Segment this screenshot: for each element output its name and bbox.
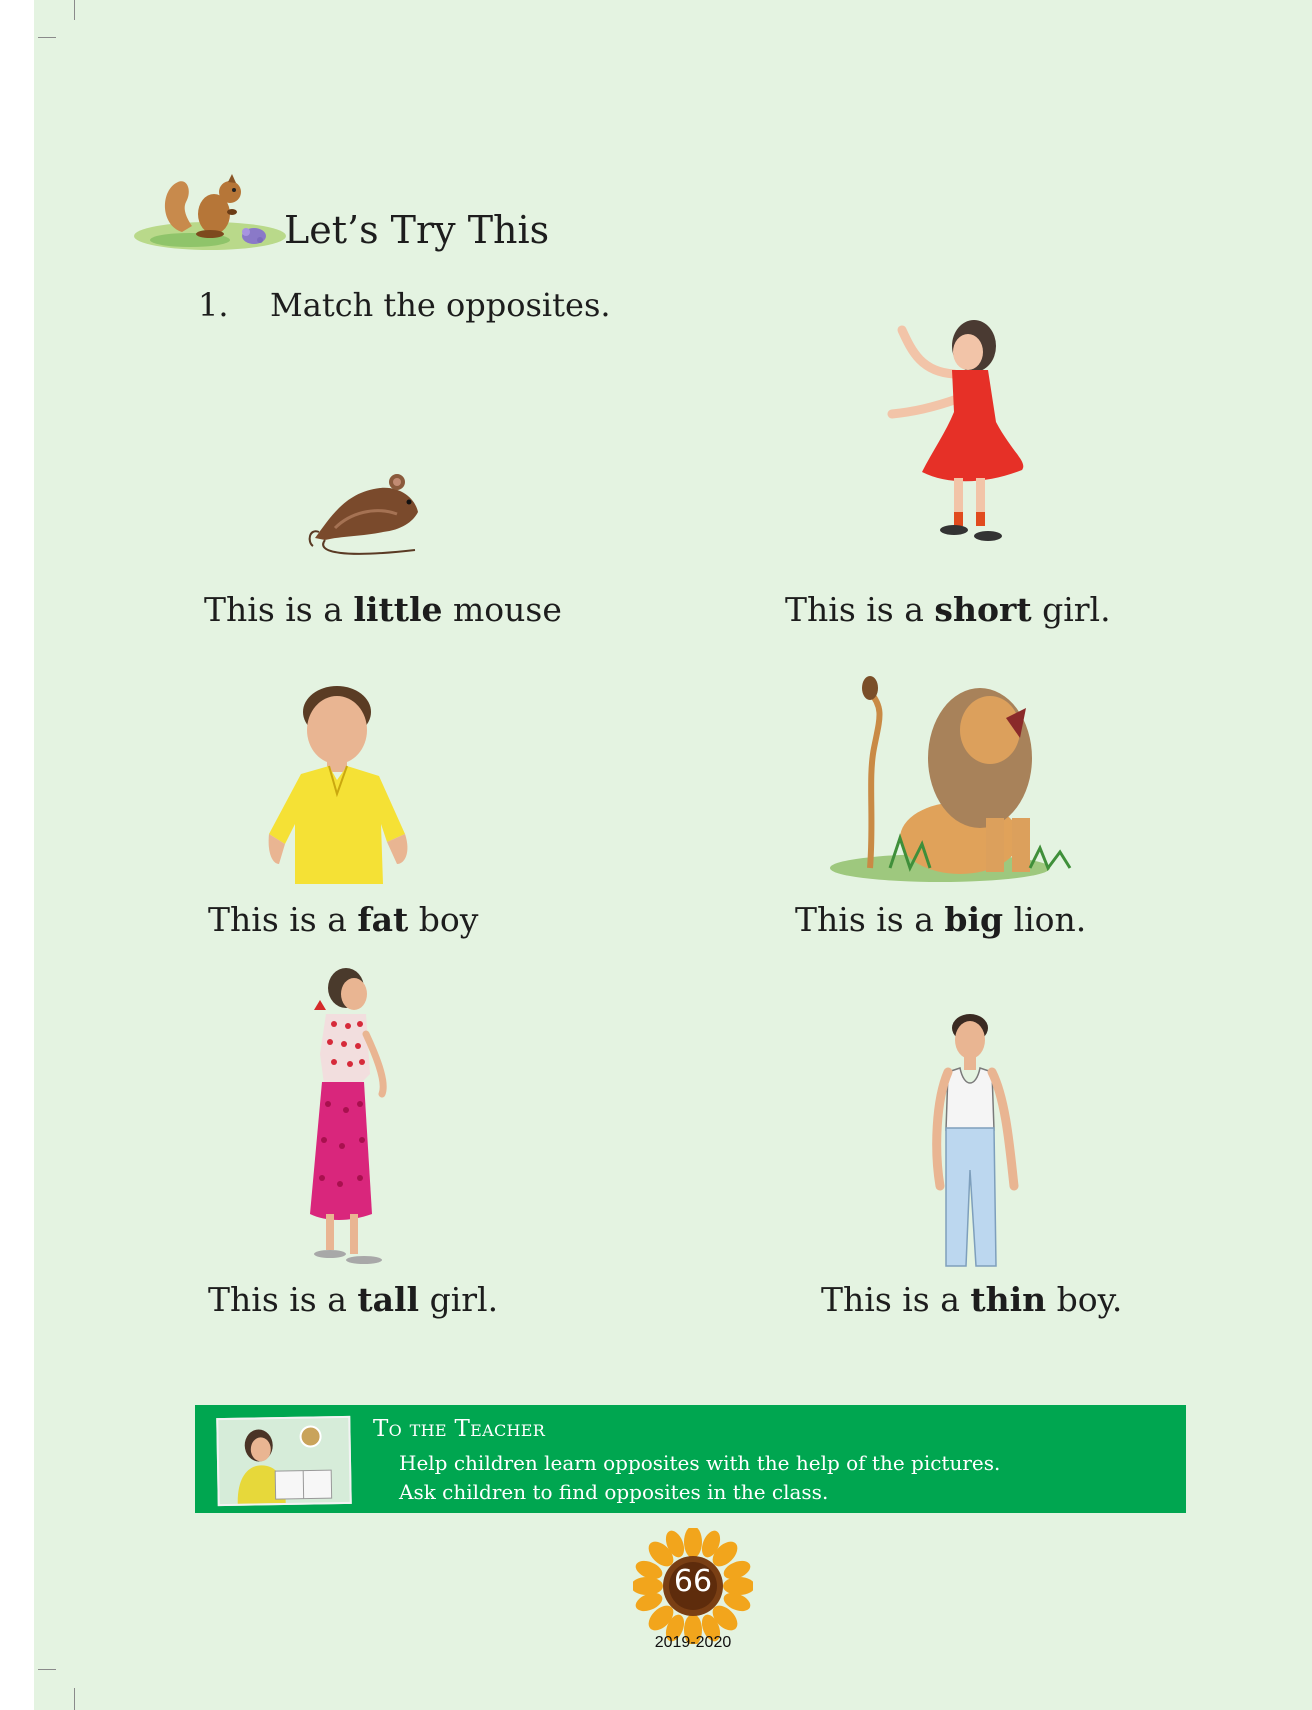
squirrel-illustration <box>130 170 290 260</box>
keyword: thin <box>970 1280 1047 1319</box>
caption-tall-girl: This is a tall girl. <box>208 1280 499 1319</box>
page-number-badge <box>633 1528 753 1644</box>
caption-big-lion: This is a big lion. <box>795 900 1087 939</box>
caption-little-mouse: This is a little mouse <box>204 590 562 629</box>
mouse-illustration <box>305 458 430 558</box>
teacher-note-title: To the Teacher <box>373 1416 546 1442</box>
short-girl-illustration <box>862 312 1032 572</box>
crop-mark <box>74 1688 75 1710</box>
question-text: Match the opposites. <box>270 286 611 324</box>
section-title: Let’s Try This <box>284 208 550 252</box>
crop-mark <box>74 0 75 20</box>
teacher-note-box <box>195 1405 1186 1513</box>
lion-illustration <box>830 668 1115 883</box>
crop-mark <box>38 37 56 38</box>
crop-mark <box>38 1669 56 1670</box>
page-number: 66 <box>673 1564 713 1599</box>
fat-boy-illustration <box>265 684 425 884</box>
teacher-reading-icon <box>218 1418 349 1504</box>
caption-thin-boy: This is a thin boy. <box>821 1280 1123 1319</box>
question-number: 1. <box>198 286 229 324</box>
tall-girl-illustration <box>290 964 410 1270</box>
keyword: fat <box>357 900 409 939</box>
keyword: little <box>353 590 443 629</box>
caption-fat-boy: This is a fat boy <box>208 900 479 939</box>
caption-short-girl: This is a short girl. <box>785 590 1111 629</box>
teacher-note-line: Ask children to find opposites in the class. <box>399 1480 829 1504</box>
teacher-note-line: Help children learn opposites with the help of the pictures. <box>399 1451 1001 1475</box>
keyword: big <box>944 900 1004 939</box>
question <box>198 286 611 324</box>
teacher-illustration <box>216 1416 352 1506</box>
edition-year: 2019-2020 <box>654 1634 732 1651</box>
keyword: short <box>934 590 1032 629</box>
thin-boy-illustration <box>910 1010 1030 1272</box>
keyword: tall <box>357 1280 420 1319</box>
